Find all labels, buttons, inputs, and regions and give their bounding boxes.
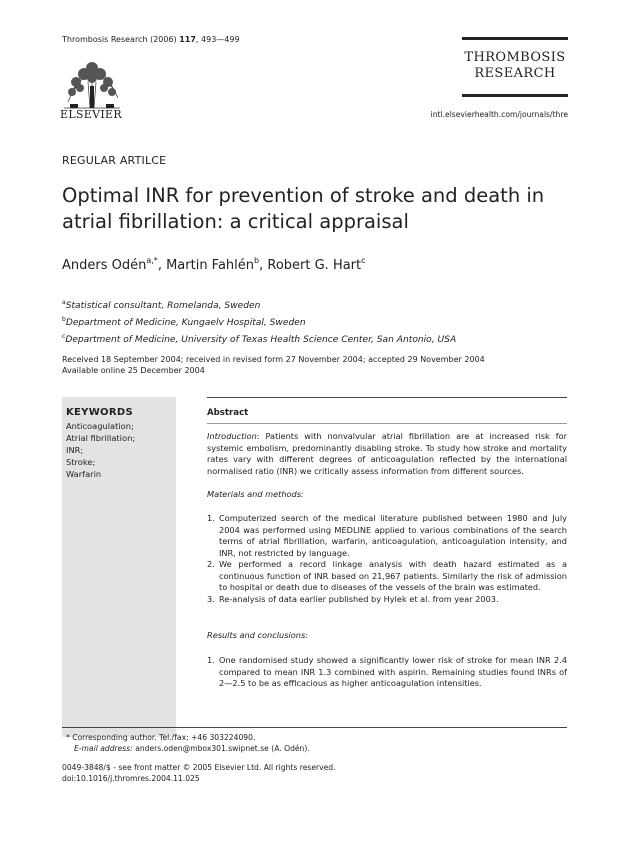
affiliation — [62, 313, 456, 330]
results-item — [207, 655, 567, 690]
copyright-line: 0049-3848/$ - see front matter © 2005 Elsevier Ltd. All rights reserved. — [62, 763, 336, 772]
journal-logo-bar-bottom — [462, 94, 568, 97]
journal-url[interactable]: intl.elsevierhealth.com/journals/thre — [430, 110, 568, 119]
journal-citation — [62, 35, 240, 44]
footnote-rule — [62, 727, 567, 728]
item-number: 2. — [207, 559, 215, 569]
keyword-item[interactable]: Atrial fibrillation; — [66, 433, 136, 443]
item-text: One randomised study showed a significantly lower risk of stroke for mean INR 2.4 compared to mean INR 1.3 combined with aspirin. Remaining studies found INRs of 2—2.5 to be as efficacious as higher anticoagulation intensities. — [219, 655, 567, 688]
abstract-heading: Abstract — [207, 408, 249, 418]
online-date: Available online 25 December 2004 — [62, 366, 205, 375]
author-affiliation-mark: c — [361, 256, 366, 265]
author-name[interactable]: Martin Fahlén — [166, 258, 255, 273]
methods-heading — [207, 489, 567, 501]
keyword-item[interactable]: Stroke; — [66, 457, 96, 467]
author-name[interactable]: Anders Odén — [62, 258, 147, 273]
article-dates — [62, 354, 485, 376]
keywords-list — [66, 420, 135, 480]
journal-name-line-1: THROMBOSIS — [464, 50, 566, 65]
affiliation-text: Department of Medicine, University of Texas Health Science Center, San Antonio, USA — [65, 335, 457, 345]
keyword-item[interactable]: Warfarin — [66, 469, 102, 479]
methods-list — [207, 513, 567, 605]
author-separator: , — [157, 258, 167, 273]
citation-volume: 117 — [179, 35, 196, 44]
methods-item — [207, 513, 567, 559]
affiliation-mark: b — [62, 316, 66, 323]
abstract-top-rule — [207, 397, 567, 398]
affiliation-text: Department of Medicine, Kungaelv Hospital, Sweden — [65, 318, 306, 328]
author-separator: , — [259, 258, 268, 273]
introduction-text: : Patients with nonvalvular atrial fibrillation are at increased risk for systemic embolism, predominantly disabling stroke. To study how stroke and mortality rates vary with different degrees of anticoagulation reflected by the international normalised ratio (INR) we critically assess information from different sources. — [207, 431, 567, 476]
author-affiliation-mark: b — [254, 256, 260, 265]
author-affiliation-mark: a,* — [146, 256, 158, 265]
item-number: 1. — [207, 513, 215, 523]
article-type: REGULAR ARTILCE — [62, 154, 167, 167]
results-list — [207, 655, 567, 690]
introduction-label: Introduction — [207, 431, 257, 441]
affiliation-mark: a — [62, 299, 66, 306]
item-number: 3. — [207, 593, 215, 604]
abstract-heading-rule — [207, 423, 567, 424]
journal-logo-bar-top — [462, 37, 568, 40]
abstract-introduction — [207, 431, 567, 477]
keywords-heading: KEYWORDS — [66, 407, 133, 418]
publisher-name: ELSEVIER — [60, 108, 122, 121]
received-dates: Received 18 September 2004; received in revised form 27 November 2004; accepted 29 November 2004 — [62, 355, 485, 364]
affiliation-mark: c — [62, 333, 66, 340]
journal-logo — [462, 37, 568, 97]
item-number: 1. — [207, 655, 215, 665]
methods-item — [207, 594, 567, 606]
item-text: Computerized search of the medical literature published between 1980 and July 2004 was performed using MEDLINE applied to various combinations of the search terms of atrial fibrillation, warfarin, anticoagulation, anticoagulation intensity, and INR, not restricted by language. — [219, 513, 567, 558]
journal-name-line-2: RESEARCH — [474, 66, 556, 81]
email-label: E-mail address: — [74, 744, 133, 753]
methods-colon: : — [301, 489, 304, 499]
corresponding-author-note: * Corresponding author. Tel./fax: +46 303224090. — [66, 733, 256, 742]
item-text: Re-analysis of data earlier published by Hylek et al. from year 2003. — [219, 593, 499, 604]
item-text: We performed a record linkage analysis with death hazard estimated as a continuous function of INR based on 21,967 patients. Similarly the risk of admission to hospital or death due to diseases of the vessels of the brain was estimated. — [219, 559, 567, 592]
methods-item — [207, 559, 567, 594]
affiliation-list — [62, 296, 456, 347]
keyword-item[interactable]: INR; — [66, 445, 84, 455]
citation-pages: , 493—499 — [195, 35, 240, 44]
author-name[interactable]: Robert G. Hart — [267, 258, 362, 273]
keyword-item[interactable]: Anticoagulation; — [66, 421, 134, 431]
citation-journal: Thrombosis Research (2006) — [62, 35, 180, 44]
paper-title: Optimal INR for prevention of stroke and death in atrial fibrillation: a critical appraisal — [62, 184, 545, 233]
affiliation — [62, 330, 456, 347]
doi-line[interactable]: doi:10.1016/j.thromres.2004.11.025 — [62, 774, 200, 783]
journal-name — [462, 50, 568, 82]
methods-label: Materials and methods — [207, 489, 302, 499]
results-heading: Results and conclusions: — [207, 630, 308, 640]
affiliation-text: Statistical consultant, Romelanda, Sweden — [65, 301, 261, 311]
email-note — [62, 743, 310, 754]
affiliation — [62, 296, 456, 313]
email-address[interactable]: anders.oden@mbox301.swipnet.se (A. Odén). — [132, 744, 310, 753]
author-list — [62, 256, 366, 273]
